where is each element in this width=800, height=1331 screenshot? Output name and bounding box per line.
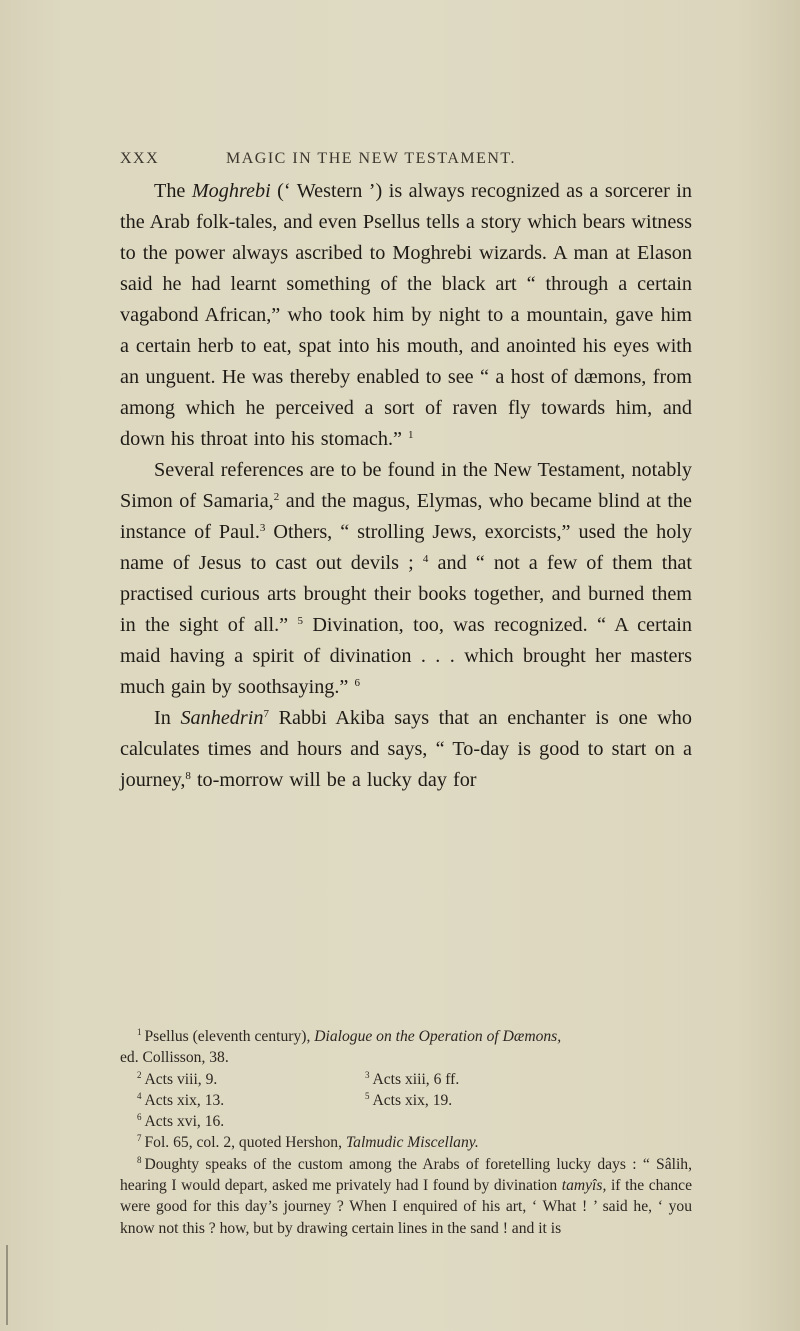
text-run: Rabbi Akiba says that an enchanter is one who calculates times and hours and says, “ To-day is good to start on a journey, [120,707,692,791]
footnote-row [120,1111,692,1132]
footnote-text: Acts xix, 19. [372,1091,453,1109]
footnote-text: Acts xix, 13. [144,1091,225,1109]
body-text [120,176,692,796]
footnote-number: 7 [137,1133,142,1144]
footnote-ref: 4 [422,553,429,565]
footnote-ref: 7 [263,708,269,720]
footnote-4 [137,1090,365,1111]
paragraph-3 [120,703,692,796]
footnote-text: Acts xiii, 6 ff. [372,1070,460,1088]
text-run: to-morrow will be a lucky day for [190,769,477,791]
footnote-number: 6 [137,1112,142,1123]
text-run: (‘ Western ’) is always recognized as a sorcerer in the Arab folk-tales, and even Psellus tells a story which bears witness to the power always ascribed to Moghrebi wizards. A man at Elason said he had learnt something of the black art “ through a certain vagabond African,” who took him by night to a mountain, gave him a certain herb to eat, spat into his mouth, and anointed his eyes with an unguent. He was thereby enabled to see “ a host of dæmons, from among which he perceived a sort of raven fly towards him, and down his throat into his stomach.” [120,180,692,450]
footnote-ref: 8 [185,770,191,782]
footnote-number: 8 [137,1154,142,1165]
page-edge-mark [6,1245,8,1325]
text-run: The [154,180,192,202]
footnote-ref: 5 [297,615,303,627]
footnote-8 [120,1154,692,1239]
footnote-row [120,1090,692,1111]
footnote-italic: Talmudic Miscellany. [345,1134,479,1152]
footnote-1-cont [120,1047,692,1068]
footnote-text: Psellus (eleventh century), [144,1028,315,1045]
italic-term: Moghrebi [191,180,271,202]
footnote-1 [120,1026,692,1047]
footnote-ref: 3 [259,522,266,534]
footnote-number: 1 [137,1027,142,1037]
footnote-6 [137,1111,365,1132]
footnote-italic: Dialogue on the Operation of Dæmons, [314,1028,562,1045]
footnote-number: 5 [365,1090,370,1101]
italic-term: Sanhedrin [180,707,264,729]
footnote-text: Acts xvi, 16. [144,1113,225,1131]
footnote-text: if the chance were good for this day’s journey ? When I enquired of his art, ‘ What ! ’ said he, ‘ you know not this ? how, but by drawing certain lines in the sand ! and it is [120,1177,692,1237]
paragraph-2 [120,455,692,703]
text-run: In [154,707,181,729]
footnote-italic: tamyîs, [561,1177,607,1195]
footnote-text: Doughty speaks of the custom among the Arabs of foretelling lucky days : “ Sâlih, hearing I would depart, asked me privately had I found by divination [120,1155,692,1195]
page-number: XXX [120,150,160,167]
footnotes [120,1026,692,1239]
running-title: MAGIC IN THE NEW TESTAMENT. [226,150,517,167]
footnote-2 [137,1069,365,1090]
footnote-text: Fol. 65, col. 2, quoted Hershon, [144,1134,346,1152]
footnote-ref: 2 [273,491,280,503]
footnote-number: 2 [137,1069,142,1080]
footnote-7 [120,1132,692,1153]
footnote-number: 3 [365,1069,370,1080]
footnote-text: ed. Collisson, 38. [120,1049,229,1067]
footnote-ref: 1 [408,429,414,441]
text-run: Others, “ strolling Jews, exorcists,” used the holy name of Jesus to cast out devils ; [120,521,692,574]
footnote-5 [365,1090,692,1111]
text-run: and the magus, Elymas, who became blind at the instance of Paul. [120,490,693,543]
paragraph-1 [120,176,692,455]
text-run: and “ not a few of them that practised curious arts brought their books together, and burned them in the sight of all.” [120,552,692,636]
footnote-3 [365,1069,692,1090]
footnote-text: Acts viii, 9. [144,1070,218,1088]
text-run: Several references are to be found in the New Testament, notably Simon of Samaria, [120,459,692,512]
footnote-row [120,1069,692,1090]
footnote-ref: 6 [354,677,360,689]
footnote-number: 4 [137,1090,142,1101]
text-run: Divination, too, was recognized. “ A certain maid having a spirit of divination . . . which brought her masters much gain by soothsaying.” [120,614,692,698]
